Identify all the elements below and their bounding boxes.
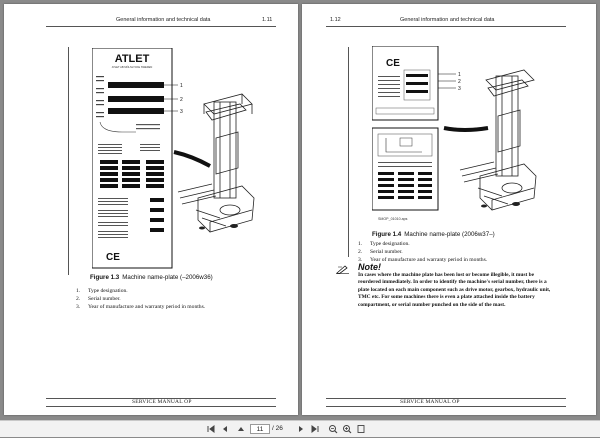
header-title: General information and technical data bbox=[400, 17, 495, 23]
figure-margin-line bbox=[68, 47, 69, 275]
zoom-out-icon[interactable] bbox=[328, 424, 338, 434]
zoom-in-icon[interactable] bbox=[342, 424, 352, 434]
viewer-toolbar bbox=[0, 420, 600, 437]
list-item: 3. Year of manufacture and warranty period in months. bbox=[358, 257, 488, 263]
first-page-icon[interactable] bbox=[206, 424, 216, 434]
list-item: 1. Type designation. bbox=[76, 288, 128, 294]
list-item: 2. Serial number. bbox=[76, 296, 121, 302]
list-item: 3. Year of manufacture and warranty period in months. bbox=[76, 304, 206, 310]
note-text: In cases where the machine plate has been lost or become illegible, it must be reordered immediately. In order to identify the machine's serial number, there is a plate located on each main component such as drive motor, gearbox, hydraulic unit, TMC etc. For some machines there is even a plate attached inside the battery compartment, or serial number punched on the side of the mast. bbox=[358, 272, 551, 308]
manual-page-left bbox=[4, 4, 298, 415]
page-number: 1.12 bbox=[330, 17, 341, 23]
image-code: SMOP_01010.aps bbox=[378, 217, 408, 221]
callout-2: 2 bbox=[458, 79, 461, 85]
callout-3: 3 bbox=[458, 86, 461, 92]
footer-rule-bottom bbox=[46, 406, 276, 407]
nameplate-illustration bbox=[92, 48, 292, 272]
fit-page-icon[interactable] bbox=[356, 424, 366, 434]
figure-caption-text: Machine name-plate (2006w37–) bbox=[404, 231, 495, 238]
callout-2: 2 bbox=[180, 97, 183, 103]
page-number-input[interactable]: 11 bbox=[250, 424, 270, 434]
up-page-icon[interactable] bbox=[236, 424, 246, 434]
page-number: 1.11 bbox=[262, 17, 273, 23]
legend-list bbox=[358, 240, 487, 264]
figure-label: Figure 1.4 bbox=[372, 231, 402, 238]
nameplate-subtitle-text: ATLET AB MÖLNLYCKE SWEDEN bbox=[111, 66, 153, 69]
manual-page-right bbox=[302, 4, 596, 415]
footer-rule-bottom bbox=[326, 406, 566, 407]
callout-1: 1 bbox=[180, 83, 183, 89]
nameplate-illustration-new bbox=[372, 46, 572, 236]
callout-1: 1 bbox=[458, 72, 461, 78]
figure-margin-line bbox=[348, 47, 349, 257]
callout-3: 3 bbox=[180, 109, 183, 115]
header-rule bbox=[326, 26, 566, 27]
list-item: 1. Type designation. bbox=[358, 241, 410, 247]
previous-page-icon[interactable] bbox=[220, 424, 230, 434]
figure-caption bbox=[372, 231, 495, 238]
list-item: 2. Serial number. bbox=[358, 249, 403, 255]
page-count: / 26 bbox=[272, 425, 283, 432]
note-title: Note! bbox=[358, 262, 381, 272]
nameplate-ce-mark: CE bbox=[386, 58, 400, 69]
figure-caption bbox=[90, 274, 213, 281]
last-page-icon[interactable] bbox=[310, 424, 320, 434]
note-pencil-icon bbox=[336, 264, 350, 274]
next-page-icon[interactable] bbox=[296, 424, 306, 434]
figure-caption-text: Machine name-plate (–2006w36) bbox=[122, 274, 213, 281]
figure-label: Figure 1.3 bbox=[90, 274, 120, 281]
header-title: General information and technical data bbox=[116, 17, 211, 23]
legend-list bbox=[76, 287, 205, 311]
header-rule bbox=[46, 26, 276, 27]
footer-text: SERVICE MANUAL OP bbox=[132, 399, 192, 405]
nameplate-brand-text: ATLET bbox=[114, 53, 150, 65]
nameplate-ce-mark: CE bbox=[106, 252, 120, 263]
footer-text: SERVICE MANUAL OP bbox=[400, 399, 460, 405]
